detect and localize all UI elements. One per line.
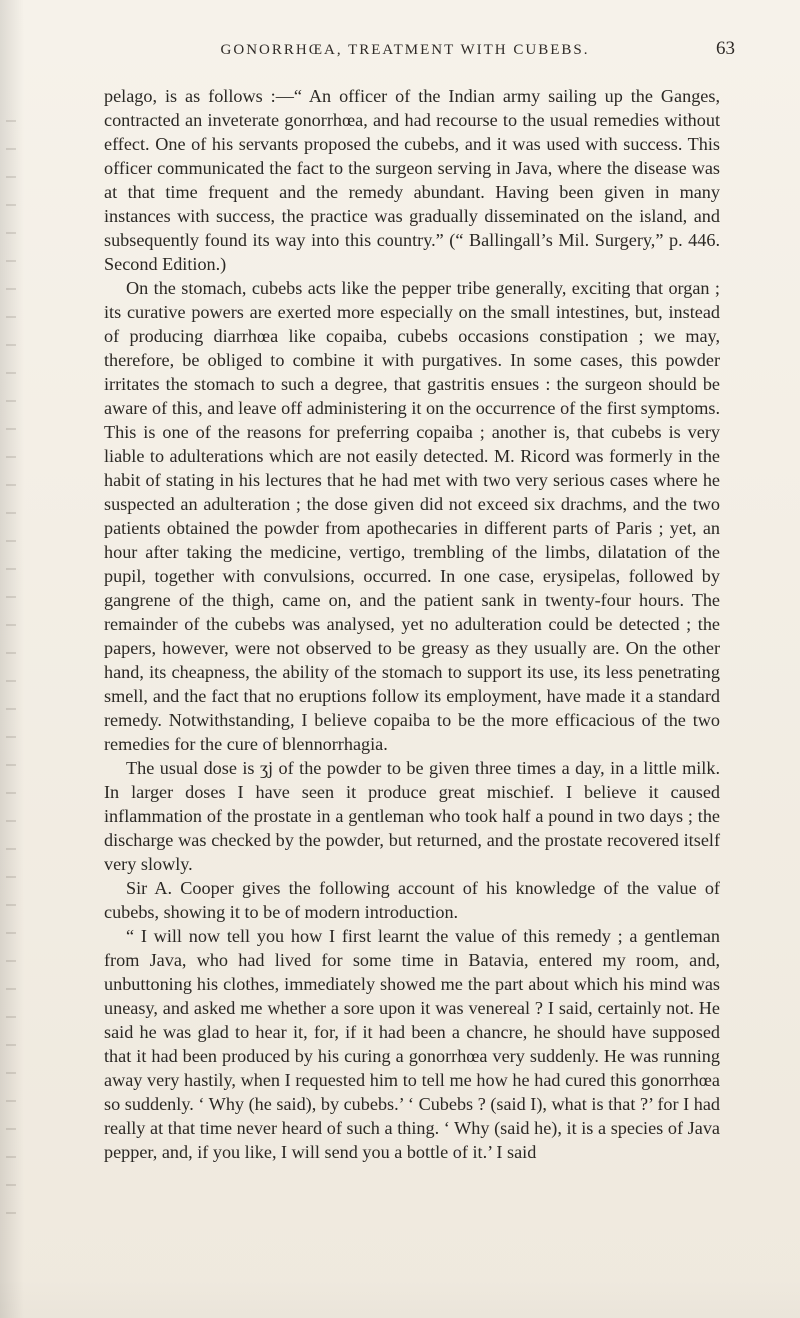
paragraph-5: “ I will now tell you how I first learnt the value of this remedy ; a gentleman from Java, who had lived for some time in Batavia, entered my room, and, unbuttoning his clothes, immediately showed me the part about which his mind was uneasy, and asked me whether a sore upon it was venereal ? I said, certainly not. He said he was glad to hear it, for, if it had been a chancre, he should have supposed that it had been produced by his curing a gonorrhœa very suddenly. He was running away very hastily, when I requested him to tell me how he had cured this gonorrhœa so suddenly. ‘ Why (he said), by cubebs.’ ‘ Cubebs ? (said I), what is that ?’ for I had really at that time never heard of such a thing. ‘ Why (said he), it is a species of Java pepper, and, if you like, I will send you a bottle of it.’ I said [104,926,720,1162]
paragraph-3: The usual dose is ʒj of the powder to be given three times a day, in a little milk. In larger doses I have seen it produce great mischief. I believe it caused inflammation of the prostate in a gentleman who took half a pound in two days ; the discharge was checked by the powder, but returned, and the prostate recovered itself very slowly. [104,758,720,874]
bottom-edge-shadow [0,1278,800,1318]
paragraph-4: Sir A. Cooper gives the following account of his knowledge of the value of cubebs, showing it to be of modern introduction. [104,878,720,922]
paragraph-2: On the stomach, cubebs acts like the pepper tribe generally, exciting that organ ; its curative powers are exerted more especially on the small intestines, but, instead of producing diarrhœa like copaiba, cubebs occasions constipation ; we may, therefore, be obliged to combine it with purgatives. In some cases, this powder irritates the stomach to such a degree, that gastritis ensues : the surgeon should be aware of this, and leave off administering it on the occurrence of the first symptoms. This is one of the reasons for preferring copaiba ; another is, that cubebs is very liable to adulterations which are not easily detected. M. Ricord was formerly in the habit of stating in his lectures that he had met with two very serious cases where he suspected an adulteration ; the dose given did not exceed six drachms, and the two patients obtained the powder from apothecaries in different parts of Paris ; yet, an hour after taking the medicine, vertigo, trembling of the limbs, dilatation of the pupil, together with convulsions, occurred. In one case, erysipelas, followed by gangrene of the thigh, came on, and the patient sank in twenty-four hours. The remainder of the cubebs was analysed, yet no adulteration could be detected ; the papers, however, were not observed to be greasy as they usually are. On the other hand, its cheapness, the ability of the stomach to support its use, its less penetrating smell, and the fact that no eruptions follow its employment, have made it a standard remedy. Notwithstanding, I believe copaiba to be the more efficacious of the two remedies for the cure of blennorrhagia. [104,278,720,754]
binding-gutter [6,120,16,1240]
body-text [104,84,720,1164]
running-title: GONORRHŒA, TREATMENT WITH CUBEBS. [220,42,590,58]
page-number: 63 [716,38,735,59]
page-header [95,38,735,66]
paragraph-1: pelago, is as follows :—“ An officer of the Indian army sailing up the Ganges, contracted an inveterate gonorrhœa, and had recourse to the usual remedies without effect. One of his servants proposed the cubebs, and it was used with success. This officer communicated the fact to the surgeon serving in Java, where the disease was at that time frequent and the remedy abundant. Having been given in many instances with success, the practice was gradually disseminated on the island, and subsequently found its way into this country.” (“ Ballingall’s Mil. Surgery,” p. 446. Second Edition.) [104,86,720,274]
